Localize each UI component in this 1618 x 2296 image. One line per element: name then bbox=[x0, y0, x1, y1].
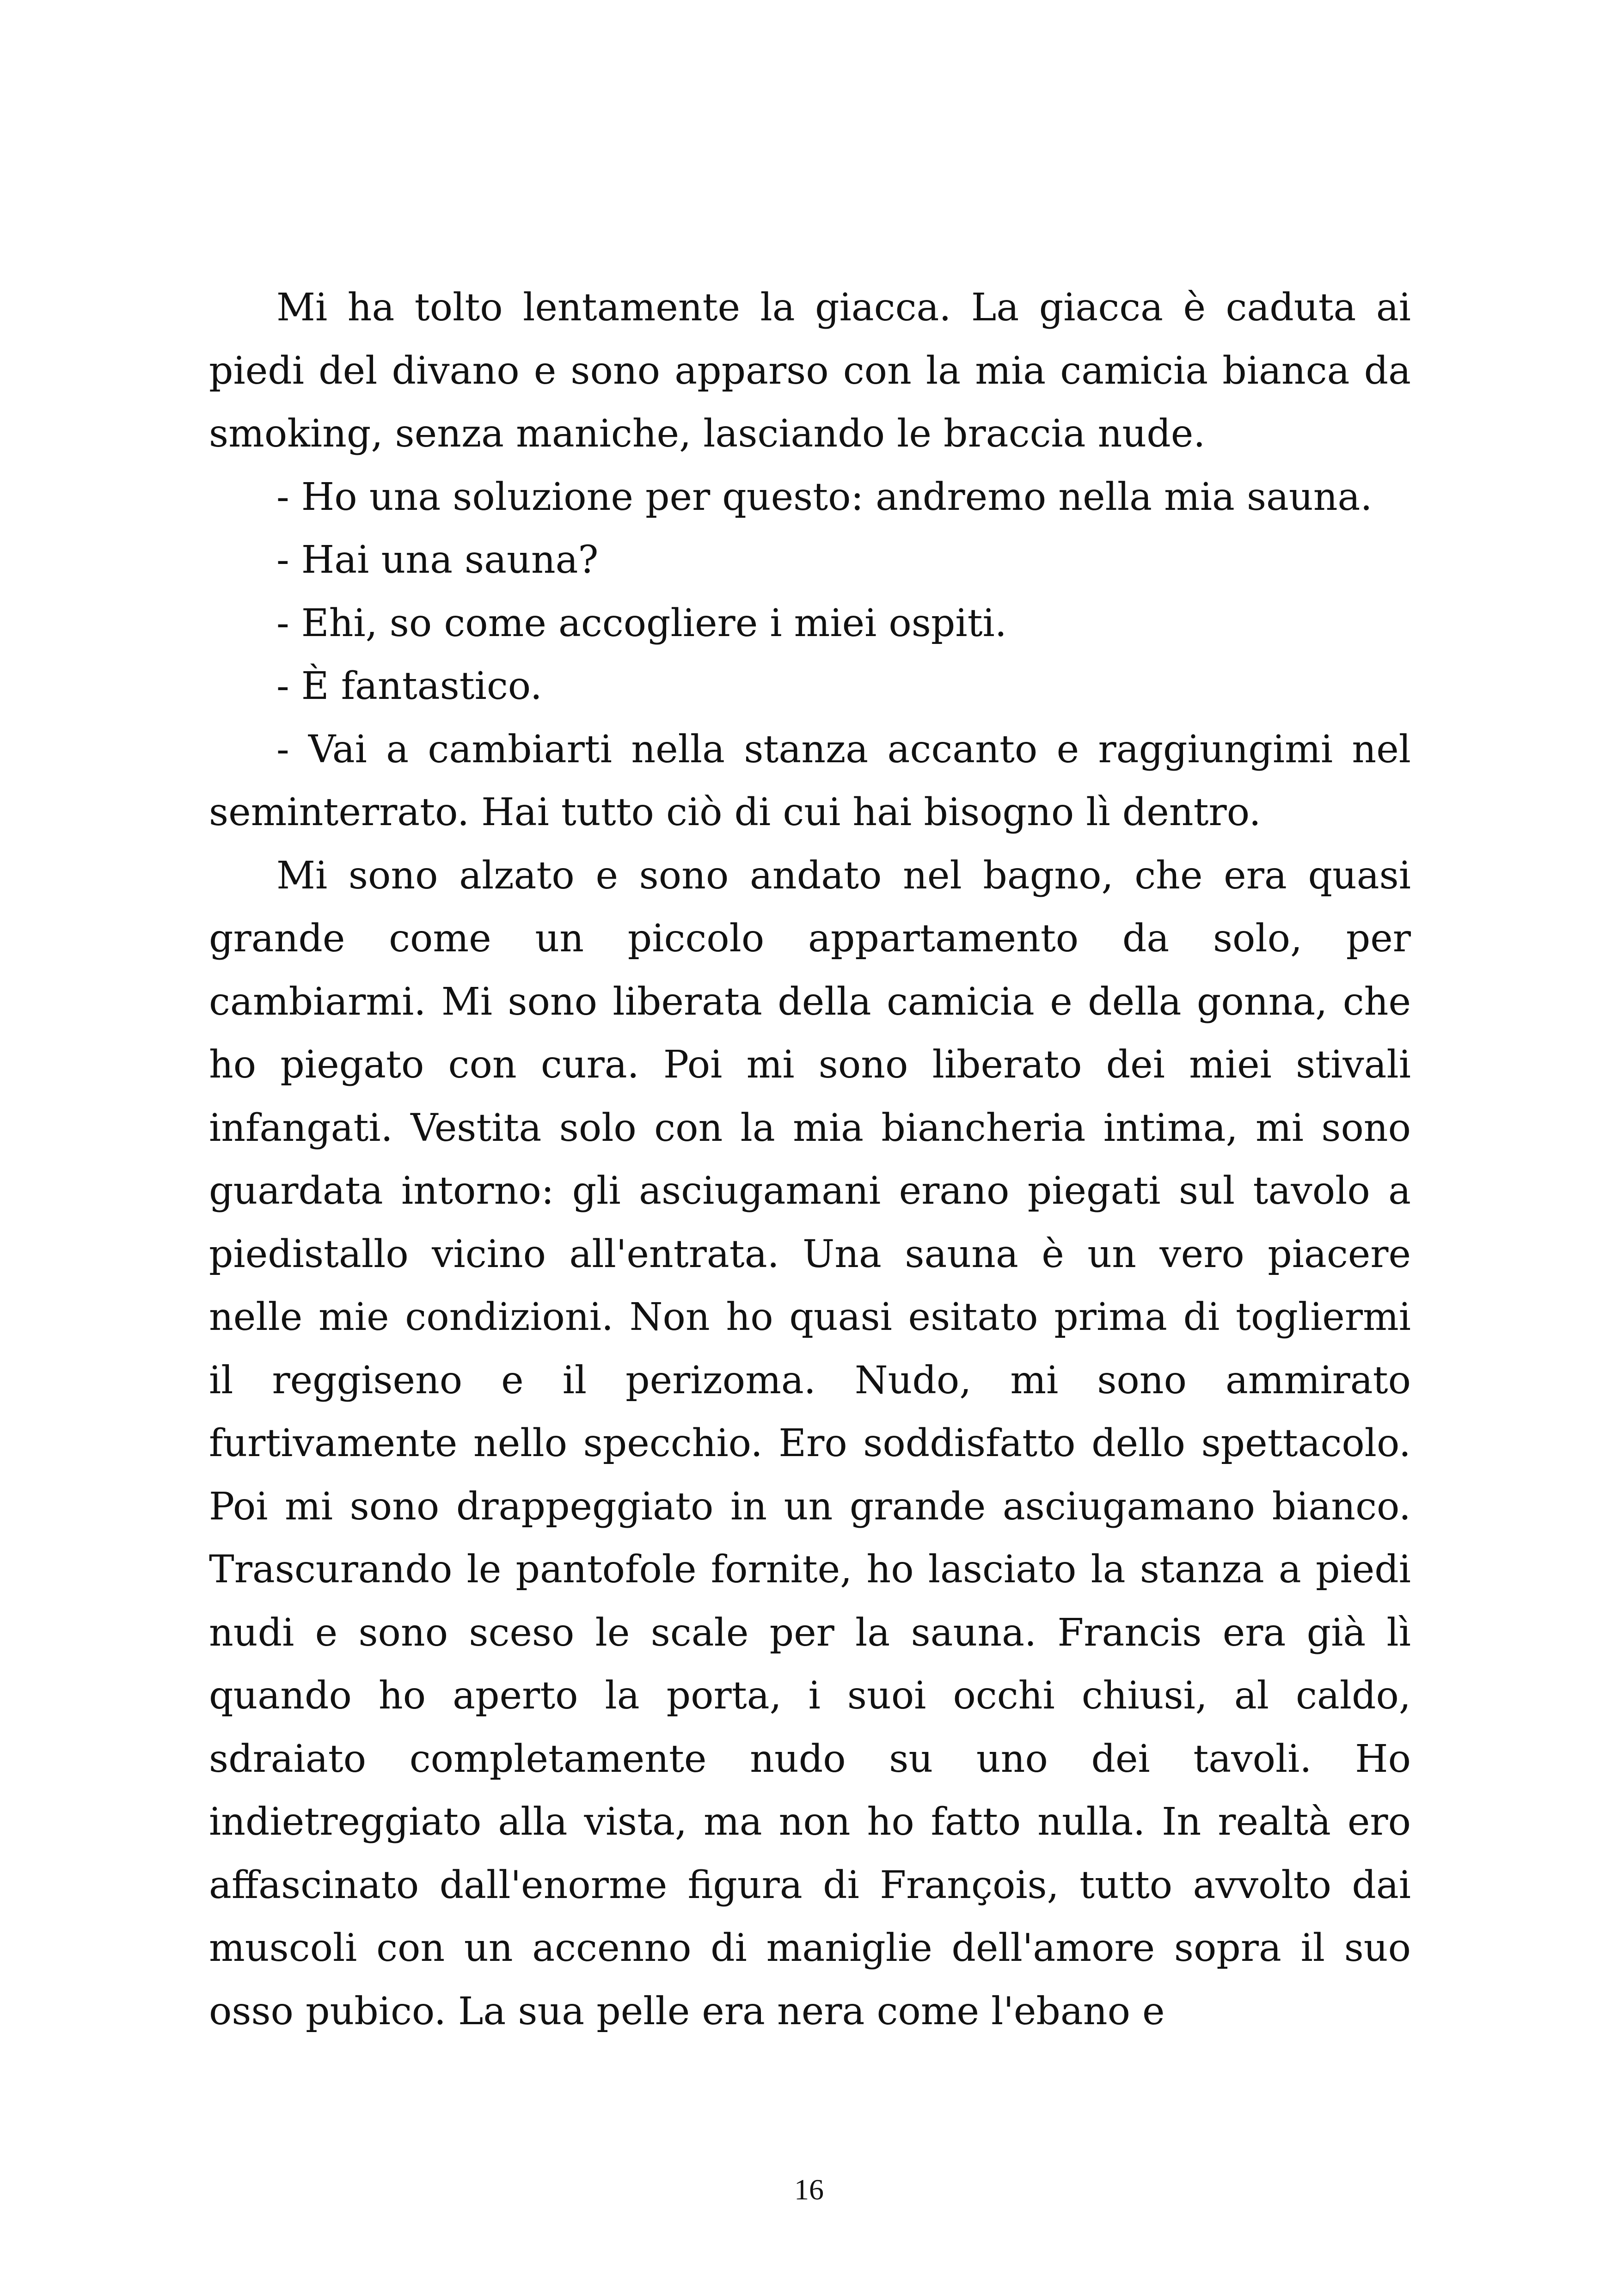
dialogue-line: - Vai a cambiarti nella stanza accanto e raggiungimi nel seminterrato. Hai tutto ciò di cui hai bisogno lì dentro. bbox=[209, 727, 1411, 834]
dialogue-line: - Ho una soluzione per questo: andremo nella mia sauna. bbox=[276, 475, 1373, 519]
paragraph: Mi ha tolto lentamente la giacca. La giacca è caduta ai piedi del divano e sono apparso con la mia camicia bianca da smoking, senza maniche, lasciando le braccia nude. bbox=[209, 286, 1411, 456]
dialogue-line: - È fantastico. bbox=[276, 664, 542, 708]
page-number: 16 bbox=[794, 2173, 824, 2206]
paragraph: Mi sono alzato e sono andato nel bagno, che era quasi grande come un piccolo appartamento da solo, per cambiarmi. Mi sono liberata della camicia e della gonna, che ho piegato con cura. Poi mi sono liberato dei miei stivali infangati. Vestita solo con la mia biancheria intima, mi sono guardata intorno: gli asciugamani erano piegati sul tavolo a piedistallo vicino all'entrata. Una sauna è un vero piacere nelle mie condizioni. Non ho quasi esitato prima di togliermi il reggiseno e il perizoma. Nudo, mi sono ammirato furtivamente nello specchio. Ero soddisfatto dello spettacolo. Poi mi sono drappeggiato in un grande asciugamano bianco. Trascurando le pantofole fornite, ho lasciato la stanza a piedi nudi e sono sceso le scale per la sauna. Francis era già lì quando ho aperto la porta, i suoi occhi chiusi, al caldo, sdraiato completamente nudo su uno dei tavoli. Ho indietreggiato alla vista, ma non ho fatto nulla. In realtà ero affascinato dall'enorme figura di François, tutto avvolto dai muscoli con un accenno di maniglie dell'amore sopra il suo osso pubico. La sua pelle era nera come l'ebano e bbox=[209, 853, 1411, 2033]
dialogue-line: - Ehi, so come accogliere i miei ospiti. bbox=[276, 601, 1007, 645]
body-text bbox=[209, 276, 1411, 2043]
dialogue-line: - Hai una sauna? bbox=[276, 538, 599, 582]
